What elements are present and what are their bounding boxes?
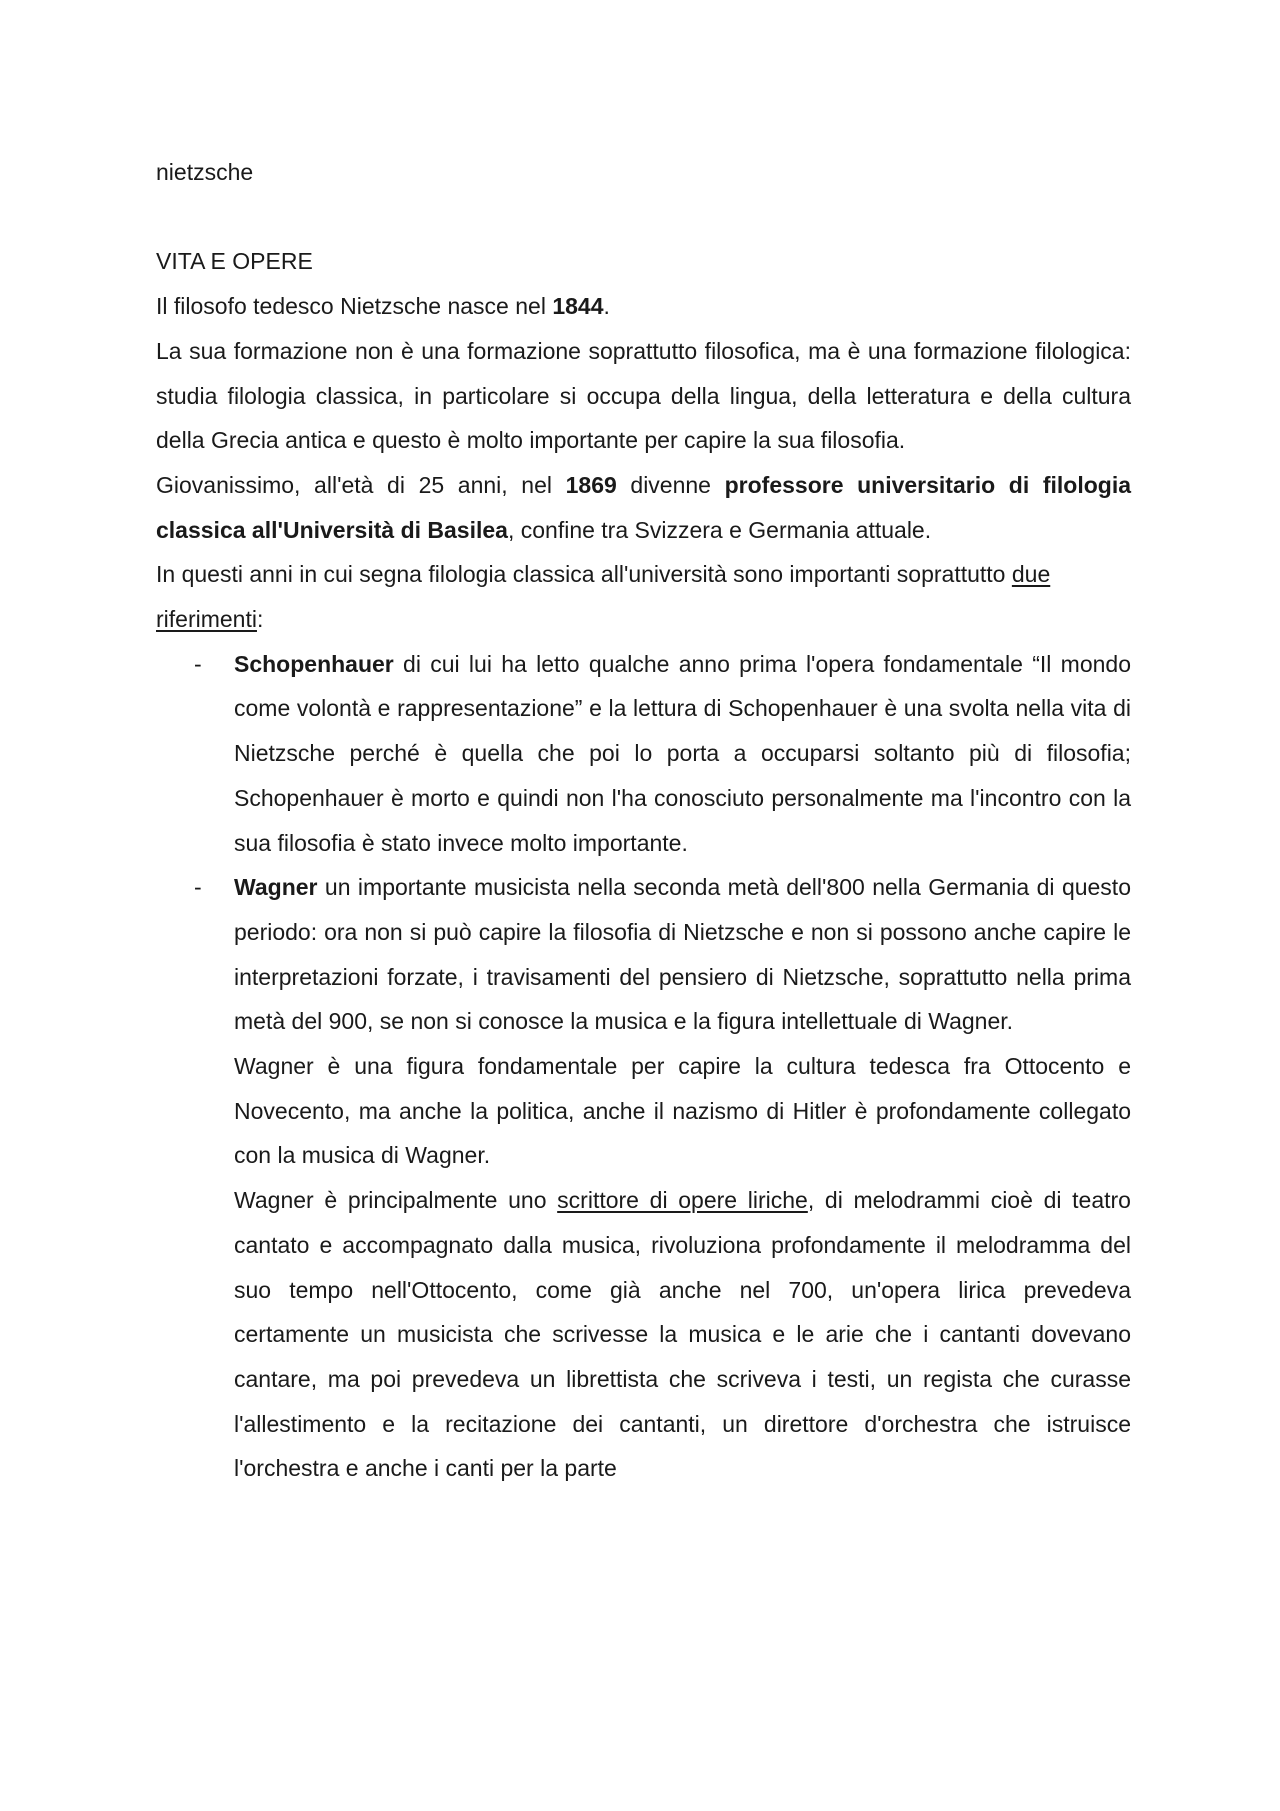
- dash-bullet: -: [194, 874, 202, 901]
- paragraph-formation: La sua formazione non è una formazione soprattutto filosofica, ma è una formazione filologica: studia filologia classica, in particolare si occupa della lingua, della letteratura e della cultura della Grecia antica e questo è molto importante per capire la sua filosofia.: [156, 337, 1131, 454]
- bold-schopenhauer: Schopenhauer: [234, 650, 394, 677]
- paragraph-references: [156, 552, 1131, 641]
- text: In questi anni in cui segna filologia classica all'università sono importanti soprattutto: [156, 561, 1012, 588]
- wagner-paragraph-culture: Wagner è una figura fondamentale per capire la cultura tedesca fra Ottocento e Novecento, ma anche la politica, anche il nazismo di Hitler è profondamente collegato con la musica di Wagner.: [234, 1053, 1131, 1169]
- text: .: [603, 293, 610, 320]
- bold-professor-title: professore universitario di filologia classica all'Università di Basilea: [156, 471, 1131, 543]
- blank-line: [156, 195, 1131, 240]
- text: un importante musicista nella seconda metà dell'800 nella Germania di questo periodo: ora non si può capire la filosofia di Nietzsche e non si possono anche capire le interpretazioni forzate, i travisamenti del pensiero di Nietzsche, soprattutto nella prima metà del 900, se non si conosce la musica e la figura intellettuale di Wagner.: [234, 874, 1131, 1035]
- text: , confine tra Svizzera e Germania attuale.: [507, 516, 932, 543]
- references-list: [156, 642, 1131, 1491]
- text: , di melodrammi cioè di teatro cantato e accompagnato dalla musica, rivoluziona profondamente il melodramma del suo tempo nell'Ottocento, come già anche nel 700, un'opera lirica prevedeva certamente un musicista che scrivesse la musica e le arie che i cantanti dovevano cantare, ma poi prevedeva un librettista che scriveva i testi, un regista che curasse l'allestimento e la recitazione dei cantanti, un direttore d'orchestra che istruisce l'orchestra e anche i canti per la parte: [234, 1187, 1131, 1482]
- text: Wagner è principalmente uno: [234, 1187, 558, 1214]
- document-title: nietzsche: [156, 159, 254, 185]
- underlined-due-riferimenti: due riferimenti: [156, 561, 1051, 633]
- dash-bullet: -: [194, 650, 202, 677]
- list-item-schopenhauer: [156, 642, 1131, 866]
- text: di cui lui ha letto qualche anno prima l'opera fondamentale “Il mondo come volontà e rappresentazione” e la lettura di Schopenhauer è una svolta nella vita di Nietzsche perché è quella che poi lo porta a occuparsi soltanto più di filosofia; Schopenhauer è morto e quindi non l'ha conosciuto personalmente ma l'incontro con la sua filosofia è stato invece molto importante.: [234, 650, 1131, 856]
- paragraph-birth: [156, 284, 1131, 329]
- section-heading: VITA E OPERE: [156, 248, 313, 275]
- text: Giovanissimo, all'età di 25 anni, nel: [156, 471, 566, 498]
- bold-wagner: Wagner: [234, 874, 318, 901]
- wagner-paragraph-opera: [234, 1178, 1131, 1491]
- bold-year-1844: 1844: [552, 293, 604, 320]
- underlined-opere-liriche: scrittore di opere liriche: [557, 1187, 808, 1214]
- paragraph-professor: [156, 463, 1131, 552]
- text: Il filosofo tedesco Nietzsche nasce nel: [156, 293, 553, 320]
- text: divenne: [616, 471, 725, 498]
- text: :: [256, 606, 264, 633]
- list-item-wagner: [156, 865, 1131, 1491]
- bold-year-1869: 1869: [565, 471, 617, 498]
- document-page: [156, 150, 1131, 1491]
